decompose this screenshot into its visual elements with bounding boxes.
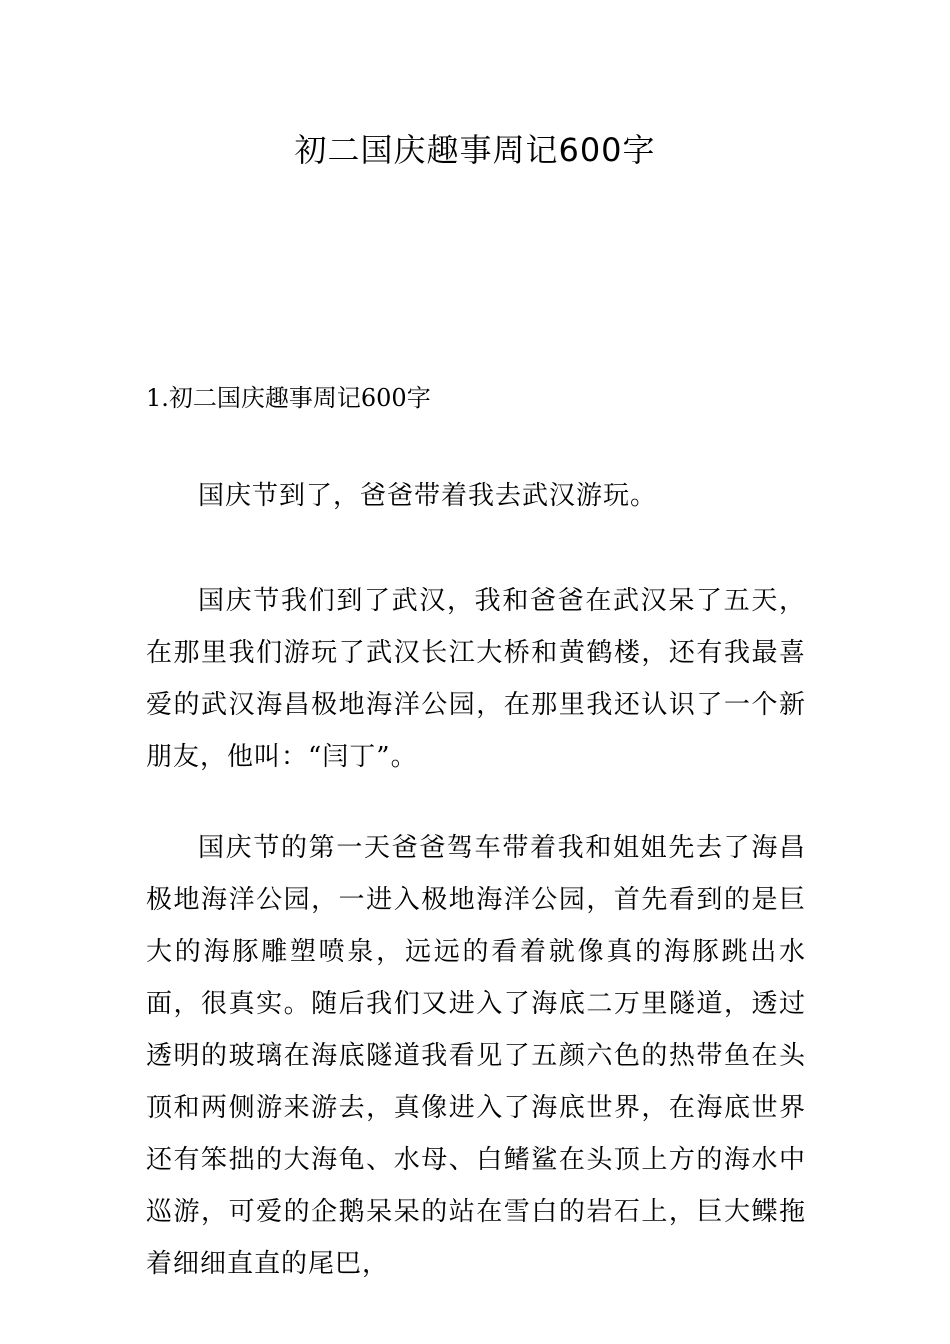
section-heading: 1.初二国庆趣事周记600字 bbox=[146, 384, 431, 412]
paragraph-wuhan-trip: 国庆节我们到了武汉，我和爸爸在武汉呆了五天，在那里我们游玩了武汉长江大桥和黄鹤楼，还有我最喜爱的武汉海昌极地海洋公园，在那里我还认识了一个新朋友，他叫：“闫丁”。 bbox=[146, 586, 806, 772]
paragraph-ocean-park: 国庆节的第一天爸爸驾车带着我和姐姐先去了海昌极地海洋公园，一进入极地海洋公园，首先看到的是巨大的海豚雕塑喷泉，远远的看着就像真的海豚跳出水面，很真实。随后我们又进入了海底二万里隧道，透过透明的玻璃在海底隧道我看见了五颜六色的热带鱼在头顶和两侧游来游去，真像进入了海底世界，在海底世界还有笨拙的大海龟、水母、白鳍鲨在头顶上方的海水中巡游，可爱的企鹅呆呆的站在雪白的岩石上，巨大鲽拖着细细直直的尾巴， bbox=[146, 833, 806, 1279]
paragraph-intro: 国庆节到了，爸爸带着我去武汉游玩。 bbox=[198, 481, 658, 511]
document-title: 初二国庆趣事周记600字 bbox=[294, 131, 656, 169]
